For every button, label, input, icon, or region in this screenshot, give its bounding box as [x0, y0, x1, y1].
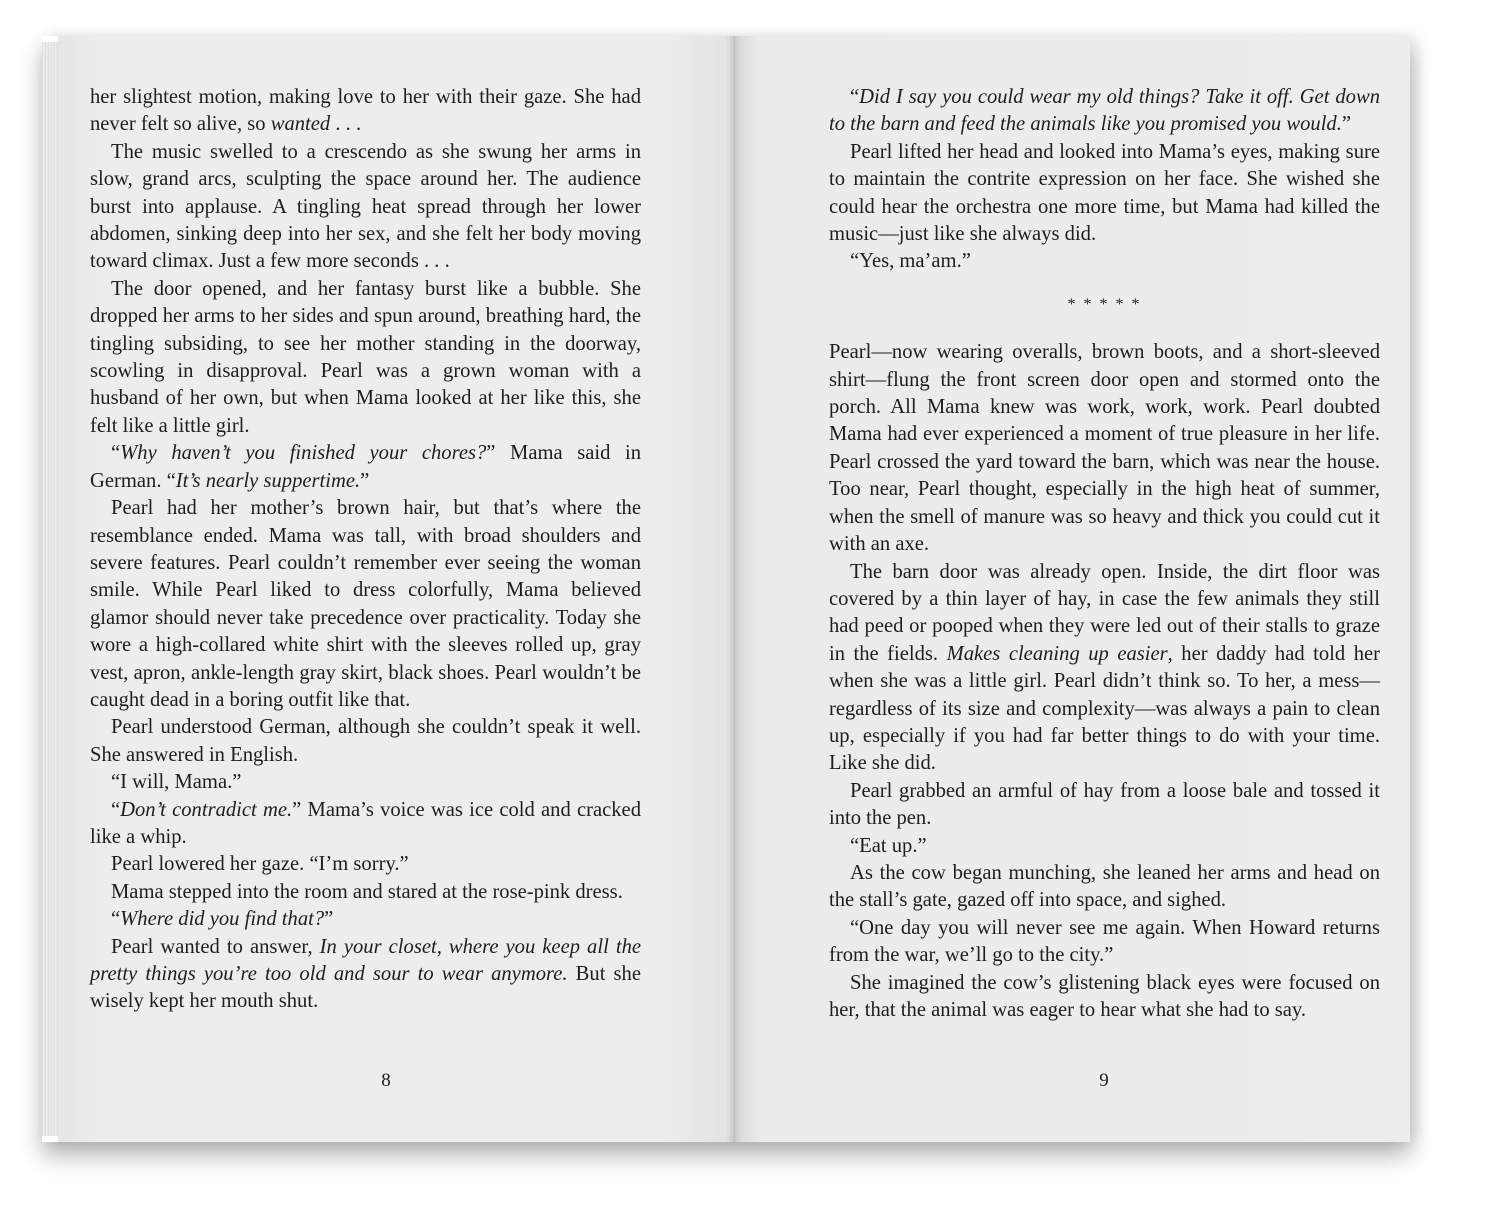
- paragraph: The barn door was already open. Inside, the dirt floor was covered by a thin layer of hay, in case the few animals they still had peed or pooped when they were led out of their stalls to graze in the fields. Makes cleaning up easier, her daddy had told her when she was a little girl. Pearl didn’t think so. To her, a mess—regardless of its size and complexity—was always a pain to clean up, especially if you had far better things to do with your time. Like she did.: [829, 560, 1380, 775]
- paragraph: Pearl understood German, although she couldn’t speak it well. She answered in English.: [90, 716, 641, 766]
- paragraph: Pearl lifted her head and looked into Mama’s eyes, making sure to maintain the contrite expression on her face. She wished she could hear the orchestra one more time, but Mama had killed the music—just like she always did.: [829, 140, 1380, 246]
- paragraph: The door opened, and her fantasy burst like a bubble. She dropped her arms to her sides and spun around, breathing hard, the tingling subsiding, to see her mother standing in the doorway, scowling in disapproval. Pearl was a grown woman with a husband of her own, but when Mama looked at her like this, she felt like a little girl.: [90, 277, 641, 437]
- paragraph: “I will, Mama.”: [111, 771, 242, 794]
- paragraphs-after-break: [829, 339, 1380, 1024]
- paragraph: She imagined the cow’s glistening black eyes were focused on her, that the animal was eager to hear what she had to say.: [829, 971, 1380, 1021]
- paragraph: “One day you will never see me again. When Howard returns from the war, we’ll go to the city.”: [829, 916, 1380, 967]
- paragraph: Pearl—now wearing overalls, brown boots, and a short-sleeved shirt—flung the front screen door open and stormed onto the porch. All Mama knew was work, work, work. Pearl doubted Mama had ever experienced a moment of true pleasure in her life. Pearl crossed the yard toward the barn, which was near the house. Too near, Pearl thought, especially in the high heat of summer, when the smell of manure was so heavy and thick you could cut it with an axe.: [829, 341, 1380, 556]
- paragraph: “Yes, ma’am.”: [850, 250, 971, 273]
- page-number-right: 9: [1099, 1070, 1109, 1091]
- paragraph: Pearl had her mother’s brown hair, but that’s where the resemblance ended. Mama was tall, with broad shoulders and severe features. Pearl couldn’t remember ever seeing the woman smile. While Pearl liked to dress colorfully, Mama believed glamor should never take precedence over practicality. Today she wore a high-collared white shirt with the sleeves rolled up, gray vest, apron, ankle-length gray skirt, black shoes. Pearl wouldn’t be caught dead in a boring outfit like that.: [90, 497, 641, 711]
- right-page-text: [829, 84, 1380, 1024]
- left-page: [58, 36, 734, 1142]
- paragraph: Pearl wanted to answer, In your closet, where you keep all the pretty things you’re too old and sour to wear anymore. But she wisely kept her mouth shut.: [90, 935, 642, 1013]
- paragraph: As the cow began munching, she leaned her arms and head on the stall’s gate, gazed off into space, and sighed.: [829, 861, 1380, 912]
- paragraph: The music swelled to a crescendo as she swung her arms in slow, grand arcs, sculpting the space around her. The audience burst into applause. A tingling heat spread through her lower abdomen, sinking deep into her sex, and she felt her body moving toward climax. Just a few more seconds . . .: [90, 140, 641, 273]
- right-page: [734, 36, 1410, 1142]
- paragraph: Mama stepped into the room and stared at the rose-pink dress.: [111, 880, 623, 903]
- paragraph: “Why haven’t you finished your chores?” Mama said in German. “It’s nearly suppertime.”: [90, 442, 641, 492]
- book-gutter: [726, 36, 742, 1142]
- page-number-left: 8: [381, 1070, 391, 1091]
- paragraph: Pearl lowered her gaze. “I’m sorry.”: [111, 853, 409, 876]
- paragraph: “Where did you find that?”: [111, 908, 334, 931]
- paragraph: “Did I say you could wear my old things? Take it off. Get down to the barn and feed the animals like you promised you would.”: [829, 86, 1380, 136]
- open-book: [42, 36, 1410, 1142]
- paragraph: “Don’t contradict me.” Mama’s voice was ice cold and cracked like a whip.: [90, 798, 641, 848]
- left-page-text: [90, 84, 641, 1016]
- paragraphs-before-break: [829, 84, 1380, 276]
- paragraph: her slightest motion, making love to her with their gaze. She had never felt so alive, so wanted . . .: [90, 86, 641, 136]
- section-break: * * * * *: [1067, 295, 1142, 313]
- paragraph: Pearl grabbed an armful of hay from a loose bale and tossed it into the pen.: [829, 779, 1380, 830]
- paragraph: “Eat up.”: [850, 834, 927, 857]
- page-edges: [42, 42, 58, 1136]
